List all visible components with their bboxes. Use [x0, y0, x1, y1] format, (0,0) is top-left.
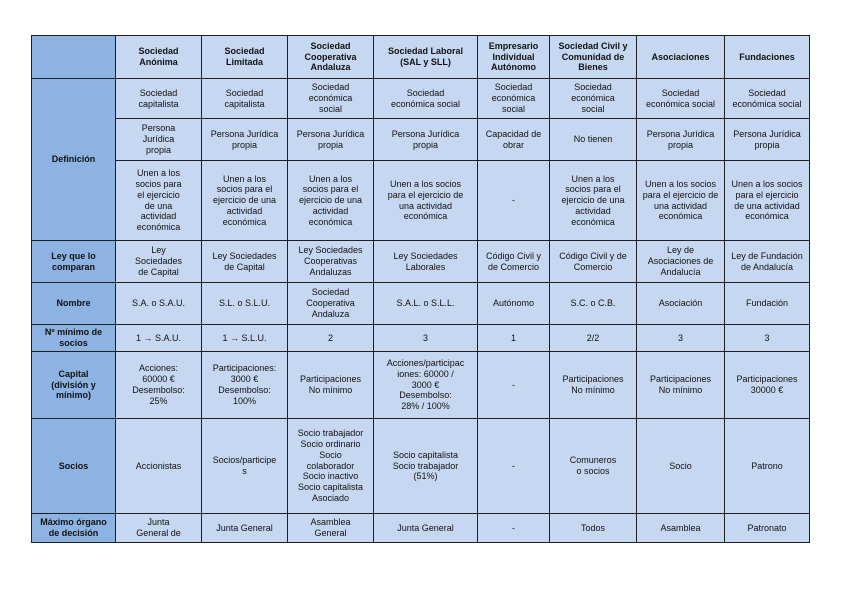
table-cell: Unen a los socios para el ejercicio de una actividad económica — [637, 161, 725, 241]
table-cell: Comuneros o socios — [550, 419, 637, 514]
table-cell: Asamblea — [637, 514, 725, 543]
table-cell: Unen a los socios para el ejercicio de una actividad económica — [725, 161, 810, 241]
column-header: Sociedad Civil y Comunidad de Bienes — [550, 36, 637, 79]
table-cell: S.A.L. o S.L.L. — [374, 283, 478, 325]
column-header: Sociedad Cooperativa Andaluza — [288, 36, 374, 79]
comparison-table — [31, 35, 810, 543]
table-cell: Sociedad capitalista — [202, 79, 288, 119]
row-label-capital: Capital (división y mínimo) — [32, 352, 116, 419]
table-cell: Unen a los socios para el ejercicio de una actividad económica — [202, 161, 288, 241]
table-row — [32, 325, 810, 352]
table-cell: Accionistas — [116, 419, 202, 514]
table-cell: Asamblea General — [288, 514, 374, 543]
table-cell: 1 — [478, 325, 550, 352]
table-cell: Junta General de — [116, 514, 202, 543]
column-header: Sociedad Anónima — [116, 36, 202, 79]
column-header: Asociaciones — [637, 36, 725, 79]
column-header: Empresario Individual Autónomo — [478, 36, 550, 79]
table-cell: - — [478, 419, 550, 514]
table-cell: Sociedad económica social — [637, 79, 725, 119]
table-cell: Sociedad económica social — [725, 79, 810, 119]
table-cell: 3 — [374, 325, 478, 352]
table-cell: 2/2 — [550, 325, 637, 352]
table-cell: Asociación — [637, 283, 725, 325]
table-cell: Persona Jurídica propia — [116, 119, 202, 161]
table-cell: Unen a los socios para el ejercicio de una actividad económica — [550, 161, 637, 241]
table-cell: No tienen — [550, 119, 637, 161]
table-cell: 3 — [725, 325, 810, 352]
table-row — [32, 241, 810, 283]
row-label-ley: Ley que lo comparan — [32, 241, 116, 283]
table-cell: Sociedad capitalista — [116, 79, 202, 119]
table-row — [32, 79, 810, 119]
table-cell: Junta General — [374, 514, 478, 543]
table-cell: Participaciones No mínimo — [550, 352, 637, 419]
table-cell: Persona Jurídica propia — [725, 119, 810, 161]
column-header: Sociedad Laboral (SAL y SLL) — [374, 36, 478, 79]
row-label-nombre: Nombre — [32, 283, 116, 325]
row-label-definicion: Definición — [32, 79, 116, 241]
table-cell: Participaciones No mínimo — [288, 352, 374, 419]
table-cell: Junta General — [202, 514, 288, 543]
table-cell: Participaciones: 3000 € Desembolso: 100% — [202, 352, 288, 419]
table-cell: 1 → S.L.U. — [202, 325, 288, 352]
table-cell: Unen a los socios para el ejercicio de una actividad económica — [374, 161, 478, 241]
table-cell: Ley Sociedades Laborales — [374, 241, 478, 283]
table-cell: Persona Jurídica propia — [374, 119, 478, 161]
table-cell: Fundación — [725, 283, 810, 325]
table-row — [32, 514, 810, 543]
table-cell: Sociedad económica social — [288, 79, 374, 119]
table-cell: Persona Jurídica propia — [202, 119, 288, 161]
table-cell: Sociedad económica social — [550, 79, 637, 119]
column-header: Fundaciones — [725, 36, 810, 79]
table-cell: Socio — [637, 419, 725, 514]
table-cell: 2 — [288, 325, 374, 352]
table-cell: - — [478, 514, 550, 543]
table-cell: Unen a los socios para el ejercicio de una actividad económica — [116, 161, 202, 241]
table-cell: Socios/participe s — [202, 419, 288, 514]
table-cell: 3 — [637, 325, 725, 352]
table-cell: Acciones/participac iones: 60000 / 3000 € Desembolso: 28% / 100% — [374, 352, 478, 419]
table-cell: Sociedad económica social — [374, 79, 478, 119]
table-cell: Ley de Asociaciones de Andalucía — [637, 241, 725, 283]
table-cell: S.L. o S.L.U. — [202, 283, 288, 325]
table-cell: Persona Jurídica propia — [288, 119, 374, 161]
corner-cell — [32, 36, 116, 79]
table-cell: Participaciones 30000 € — [725, 352, 810, 419]
header-row — [32, 36, 810, 79]
table-cell: Todos — [550, 514, 637, 543]
column-header: Sociedad Limitada — [202, 36, 288, 79]
row-label-socios-min: Nº mínimo de socios — [32, 325, 116, 352]
table-row — [32, 283, 810, 325]
table-cell: 1 → S.A.U. — [116, 325, 202, 352]
table-cell: Patronato — [725, 514, 810, 543]
table-cell: Patrono — [725, 419, 810, 514]
table-cell: Autónomo — [478, 283, 550, 325]
table-cell: Persona Jurídica propia — [637, 119, 725, 161]
table-cell: Socio capitalista Socio trabajador (51%) — [374, 419, 478, 514]
table-cell: Ley Sociedades de Capital — [116, 241, 202, 283]
table-cell: Participaciones No mínimo — [637, 352, 725, 419]
table-cell: Sociedad Cooperativa Andaluza — [288, 283, 374, 325]
table-cell: S.C. o C.B. — [550, 283, 637, 325]
table-cell: Capacidad de obrar — [478, 119, 550, 161]
table-row — [32, 419, 810, 514]
table-cell: Unen a los socios para el ejercicio de una actividad económica — [288, 161, 374, 241]
table-cell: Código Civil y de Comercio — [550, 241, 637, 283]
table-cell: Ley Sociedades de Capital — [202, 241, 288, 283]
table-row — [32, 352, 810, 419]
table-cell: Sociedad económica social — [478, 79, 550, 119]
table-row — [32, 161, 810, 241]
row-label-socios: Socios — [32, 419, 116, 514]
table-cell: Acciones: 60000 € Desembolso: 25% — [116, 352, 202, 419]
table-cell: Ley Sociedades Cooperativas Andaluzas — [288, 241, 374, 283]
row-label-organo: Máximo órgano de decisión — [32, 514, 116, 543]
table-cell: Socio trabajador Socio ordinario Socio colaborador Socio inactivo Socio capitalista Asociado — [288, 419, 374, 514]
table-row — [32, 119, 810, 161]
table-cell: Código Civil y de Comercio — [478, 241, 550, 283]
table-cell: - — [478, 352, 550, 419]
table-cell: S.A. o S.A.U. — [116, 283, 202, 325]
table-cell: - — [478, 161, 550, 241]
table-cell: Ley de Fundación de Andalucía — [725, 241, 810, 283]
